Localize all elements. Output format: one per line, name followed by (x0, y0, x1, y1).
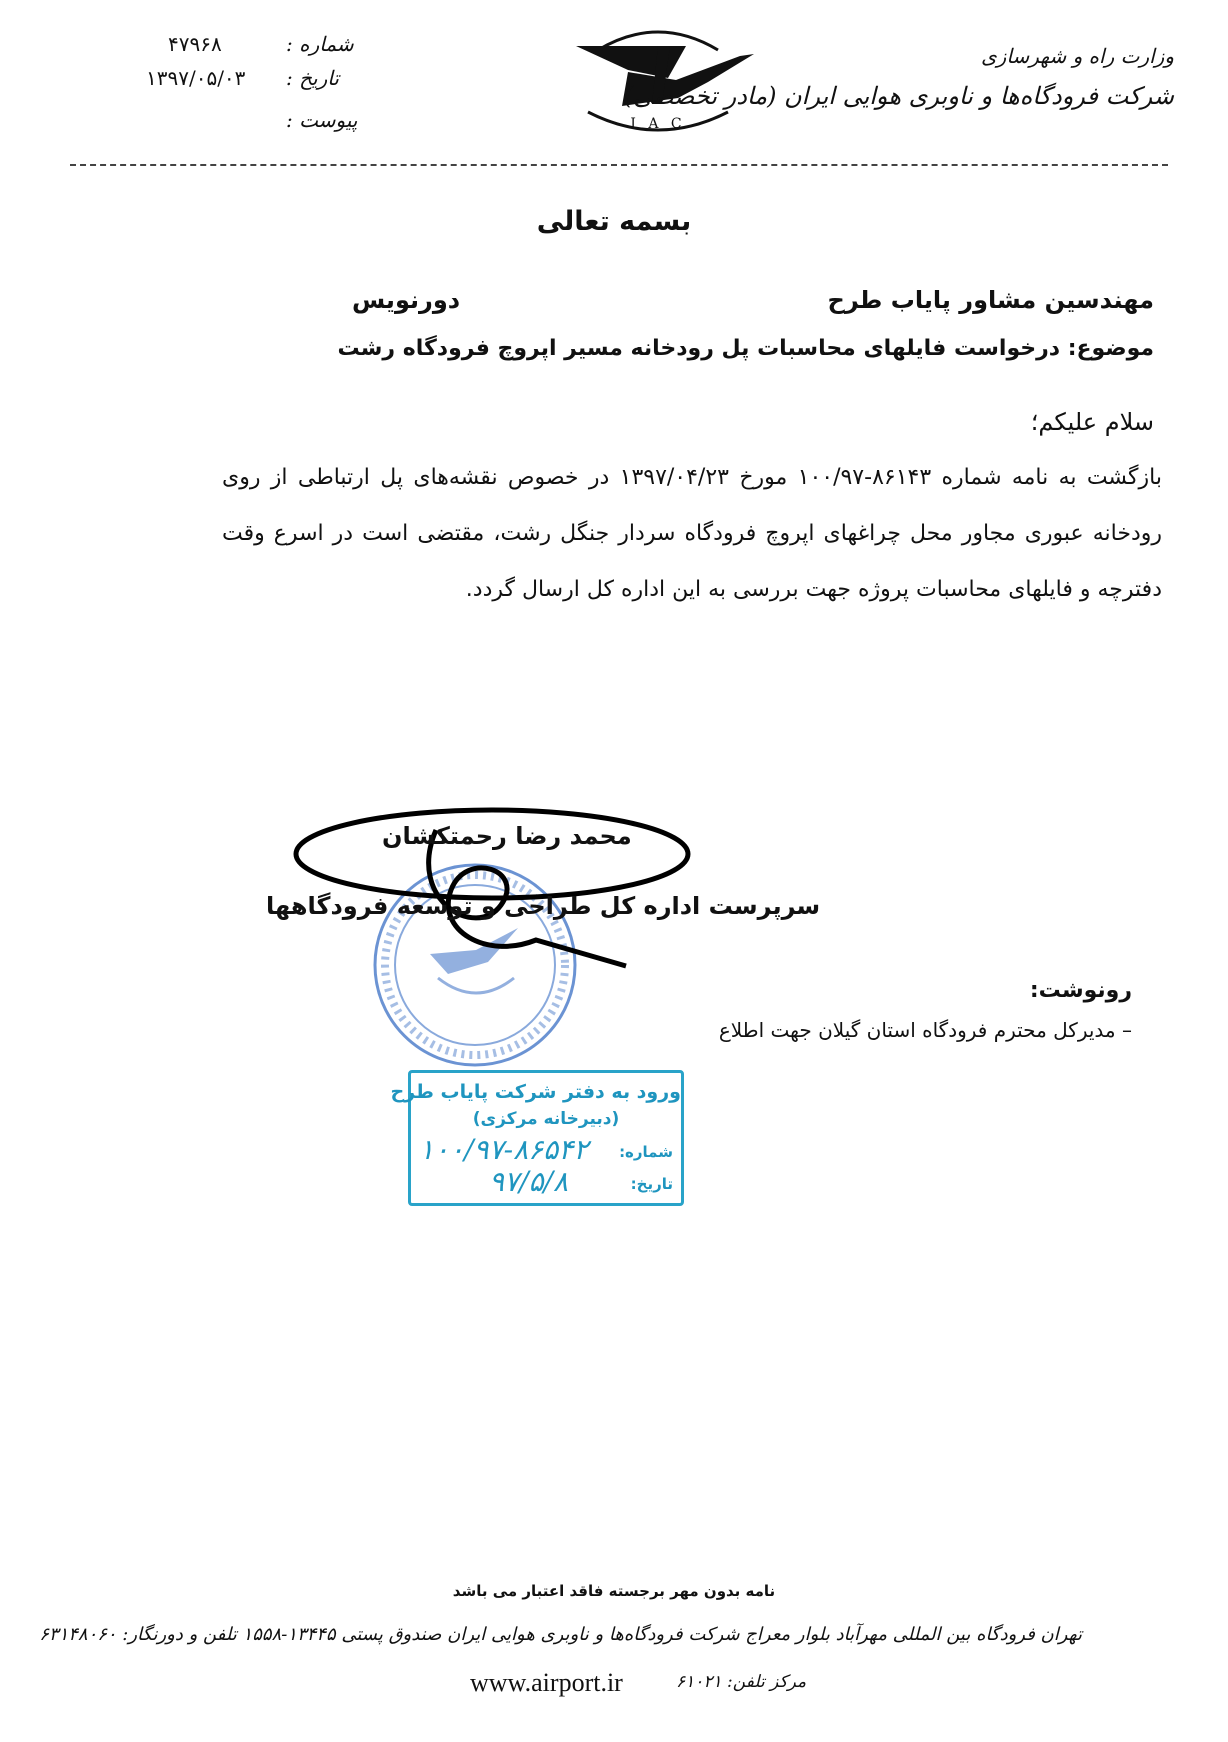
header-divider (70, 164, 1168, 166)
date-row (0, 66, 340, 96)
receipt-stamp (390, 1070, 684, 1206)
stamp-number-label: شماره: (619, 1143, 673, 1161)
attachment-row (0, 108, 358, 138)
number-row (0, 32, 354, 62)
signer-title: سرپرست اداره کل طراحی و توسعه فرودگاهها (266, 892, 821, 920)
footer-phone-center: مرکز تلفن: ۶۱۰۲۱ (676, 1672, 807, 1692)
stamp-line1: ورود به دفتر شرکت پایاب طرح (390, 1081, 681, 1103)
cc-heading: رونوشت: (1029, 978, 1132, 1003)
stamp-date-value: ۹۷/۵/۸ (489, 1165, 569, 1198)
fax-tag: دورنویس (352, 286, 461, 314)
footer-address: تهران فرودگاه بین المللی مهرآباد بلوار معراج شرکت فرودگاه‌ها و ناوبری هوایی ایران صندوق پستی ۱۳۴۴۵-۱۵۵۸ تلفن و دورنگار: ۶۳۱۴۸۰۶۰ (39, 1624, 1082, 1645)
stamp-number-value: ۱۰۰/۹۷-۸۶۵۴۲ (419, 1133, 589, 1166)
handwritten-signature (286, 790, 706, 980)
date-value: ۱۳۹۷/۰۵/۰۳ (146, 66, 246, 90)
number-value: ۴۷۹۶۸ (168, 32, 222, 56)
letter-body: بازگشت به نامه شماره ۸۶۱۴۳-۱۰۰/۹۷ مورخ ۱۳۹۷/۰۴/۲۳ در خصوص نقشه‌های پل ارتباطی از روی رودخانه عبوری مجاور محل چراغهای اپروچ فرودگاه سردار جنگل رشت، مقتضی است در اسرع وقت دفترچه و فایلهای محاسبات پروژه جهت بررسی به این اداره کل ارسال گردد. (222, 465, 1162, 602)
number-label: شماره : (286, 32, 354, 56)
attachment-label: پیوست : (286, 108, 358, 132)
ministry-name: وزارت راه و شهرسازی (981, 44, 1174, 68)
recipient: مهندسین مشاور پایاب طرح (827, 286, 1154, 314)
signer-name: محمد رضا رحمتکشان (382, 822, 632, 850)
stamp-date-label: تاریخ: (630, 1175, 673, 1193)
signature-scribble-icon (286, 790, 706, 980)
logo-text: I A C (630, 116, 686, 132)
stamp-line2: (دبیرخانه مرکزی) (472, 1109, 620, 1129)
basmala: بسمه تعالی (536, 206, 692, 237)
footer-website: www.airport.ir (470, 1668, 623, 1697)
greeting: سلام علیکم؛ (1030, 408, 1154, 436)
company-name: شرکت فرودگاه‌ها و ناوبری هوایی ایران (مادر تخصصی) (623, 82, 1174, 110)
subject-line: موضوع: درخواست فایلهای محاسبات پل رودخانه مسیر اپروچ فرودگاه رشت (337, 336, 1154, 361)
date-label: تاریخ : (286, 66, 339, 90)
footer-note: نامه بدون مهر برجسته فاقد اعتبار می باشد (452, 1582, 776, 1600)
cc-item: – مدیرکل محترم فرودگاه استان گیلان جهت اطلاع (718, 1018, 1132, 1042)
